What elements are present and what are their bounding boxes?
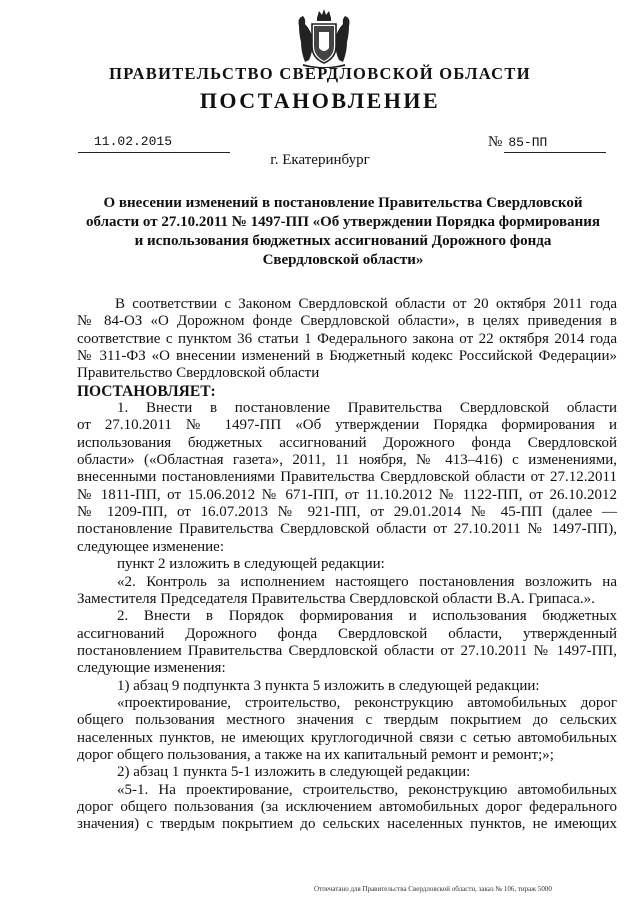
document-number bbox=[488, 134, 547, 151]
number-value: 85-ПП bbox=[508, 135, 548, 150]
government-name: ПРАВИТЕЛЬСТВО СВЕРДЛОВСКОЙ ОБЛАСТИ bbox=[109, 64, 531, 83]
document-title bbox=[80, 194, 606, 270]
body-line: следующее изменение: bbox=[77, 538, 225, 555]
body-line: населенных пунктов, не имеющих круглогодичной связи с сетью автомобильных bbox=[77, 729, 617, 746]
body-line: № 1209-ПП, от 16.07.2013 № 921-ПП, от 29.01.2014 № 45-ПП (далее — bbox=[77, 504, 617, 521]
body-line: 1. Внести в постановление Правительства Свердловской области bbox=[117, 400, 617, 417]
body-line: 2. Внести в Порядок формирования и использования бюджетных bbox=[117, 608, 617, 625]
body-line: дорог общего пользования (за исключением автомобильных дорог федерального bbox=[77, 798, 617, 815]
body-line: от 27.10.2011 № 1497-ПП «Об утверждении Порядка формирования и bbox=[77, 417, 617, 434]
body-line: Заместителя Председателя Правительства Свердловской области В.А. Грипаса.». bbox=[77, 590, 595, 607]
body-line: 1) абзац 9 подпункта 3 пункта 5 изложить в следующей редакции: bbox=[117, 677, 540, 694]
body-line: постановление Правительства Свердловской области от 27.10.2011 № 1497-ПП), bbox=[77, 521, 617, 538]
document-type: ПОСТАНОВЛЕНИЕ bbox=[199, 88, 441, 113]
number-prefix: № bbox=[488, 134, 503, 150]
body-line: «проектирование, строительство, реконструкцию автомобильных дорог bbox=[117, 694, 617, 711]
body-line: области» («Областная газета», 2011, 11 ноября, № 413–416) с изменениями, bbox=[77, 452, 617, 469]
body-line: дорог общего пользования, а также на их капитальный ремонт и ремонт;»; bbox=[77, 746, 554, 763]
document-body bbox=[77, 296, 617, 834]
body-line: постановлением Правительства Свердловской области от 27.10.2011 № 1497-ПП, bbox=[77, 642, 617, 659]
coat-of-arms-icon bbox=[295, 8, 353, 68]
title-line: О внесении изменений в постановление Правительства Свердловской bbox=[103, 195, 583, 211]
body-line: «5-1. На проектирование, строительство, реконструкцию автомобильных bbox=[117, 781, 617, 798]
body-line: пункт 2 изложить в следующей редакции: bbox=[117, 556, 385, 573]
body-line: общего пользования местного значения с твердым покрытием до сельских bbox=[77, 712, 617, 729]
body-line: 2) абзац 1 пункта 5-1 изложить в следующей редакции: bbox=[117, 764, 471, 781]
decree-word: ПОСТАНОВЛЯЕТ: bbox=[77, 382, 216, 400]
title-line: области от 27.10.2011 № 1497-ПП «Об утверждении Порядка формирования bbox=[85, 214, 601, 230]
title-line: и использования бюджетных ассигнований Дорожного фонда bbox=[134, 233, 552, 249]
body-line: № 1811-ПП, от 15.06.2012 № 671-ПП, от 11.10.2012 № 1122-ПП, от 26.10.2012 bbox=[77, 486, 617, 503]
body-line: соответствие с пунктом 36 статьи 1 Федерального закона от 22 октября 2014 года bbox=[77, 330, 617, 347]
body-line: внесенными постановлениями Правительства Свердловской области от 27.12.2011 bbox=[77, 469, 617, 486]
body-line: «2. Контроль за исполнением настоящего постановления возложить на bbox=[117, 573, 617, 590]
body-line: № 84-ОЗ «О Дорожном фонде Свердловской области», в целях приведения в bbox=[77, 313, 617, 330]
body-line: следующие изменения: bbox=[77, 660, 226, 677]
document-date: 11.02.2015 bbox=[94, 134, 173, 149]
body-line: значения) с твердым покрытием до сельских населенных пунктов, не имеющих bbox=[77, 816, 617, 833]
body-line: ассигнований Дорожного фонда Свердловской области, утвержденный bbox=[77, 625, 617, 642]
print-footer: Отпечатано для Правительства Свердловской области, заказ № 106, тираж 5000 bbox=[314, 885, 552, 893]
body-line: В соответствии с Законом Свердловской области от 20 октября 2011 года bbox=[115, 296, 617, 312]
title-line: Свердловской области» bbox=[262, 252, 424, 268]
city: г. Екатеринбург bbox=[270, 152, 370, 168]
body-line: Правительство Свердловской области bbox=[77, 365, 320, 382]
body-line: № 311-ФЗ «О внесении изменений в Бюджетный кодекс Российской Федерации» bbox=[77, 348, 617, 365]
body-line: использования бюджетных ассигнований Дорожного фонда Свердловской bbox=[77, 434, 617, 451]
